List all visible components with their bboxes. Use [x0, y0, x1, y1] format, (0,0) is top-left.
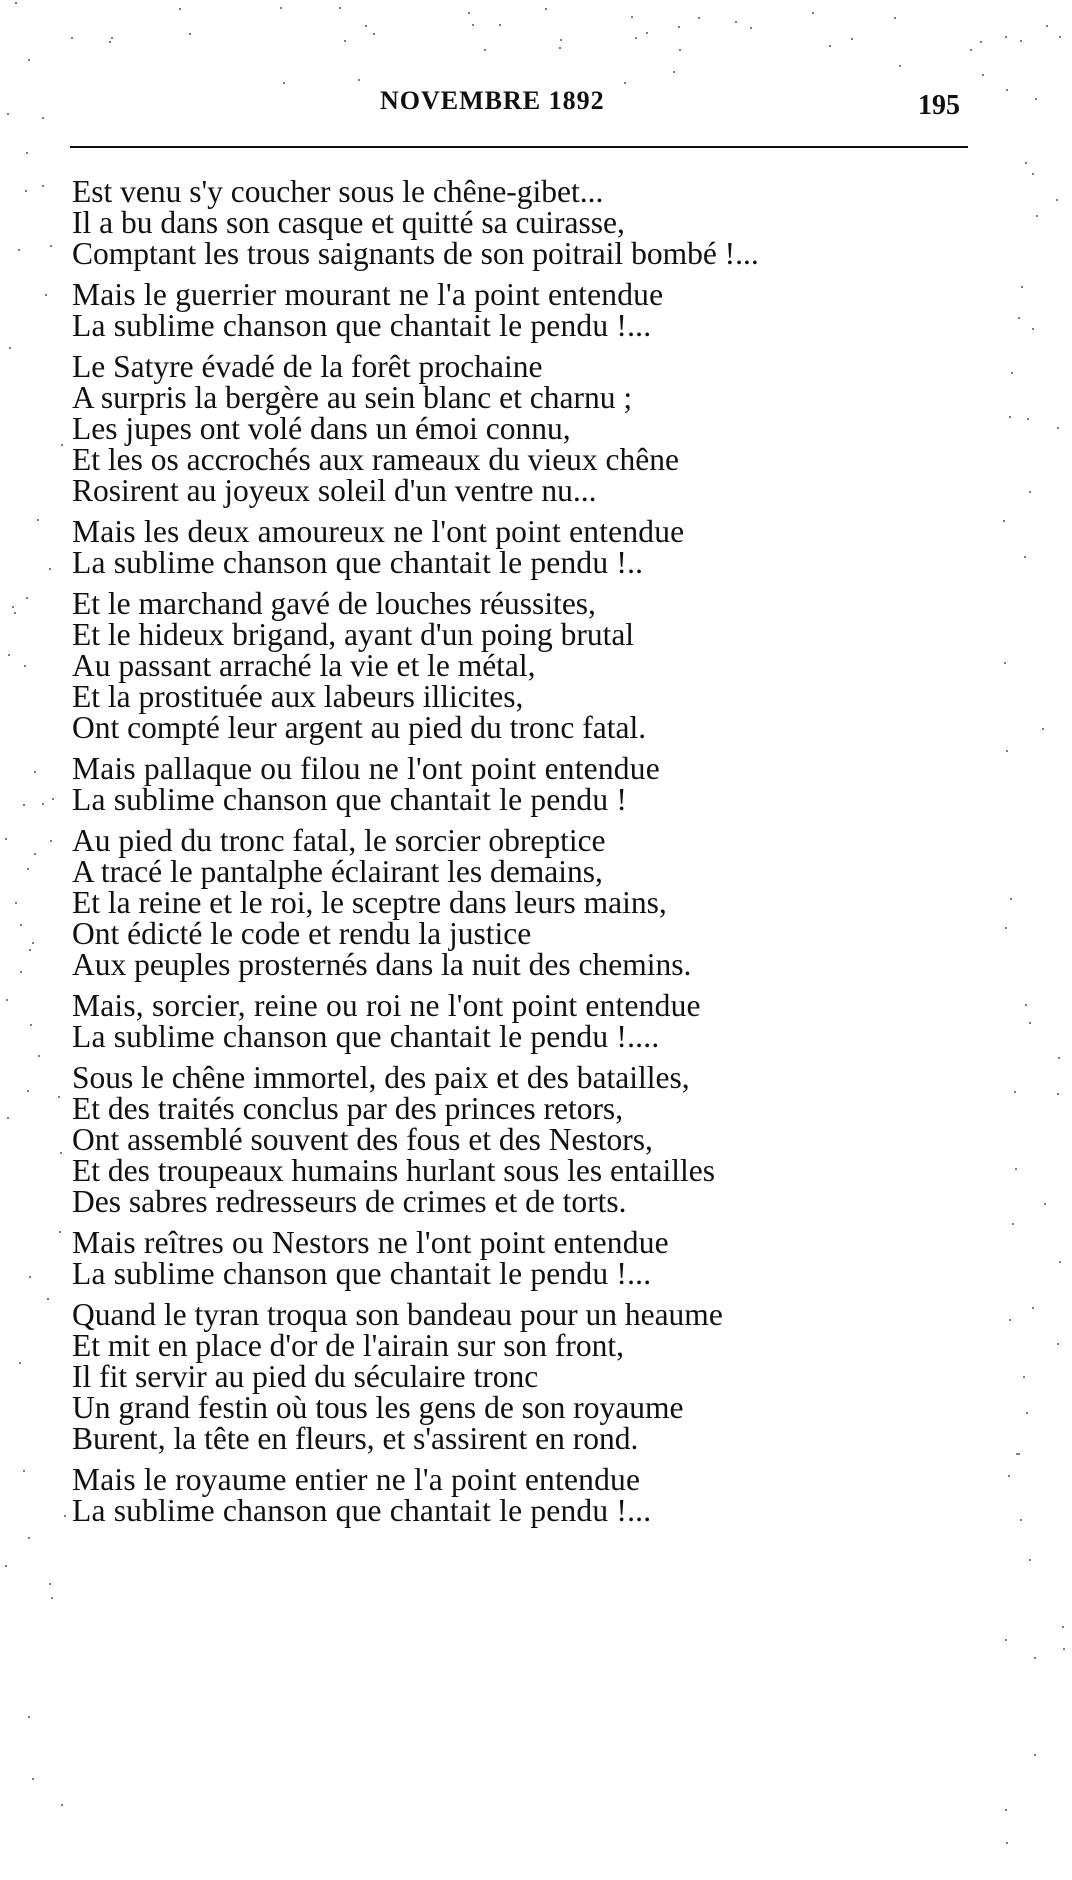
paper-speck	[1018, 317, 1020, 319]
paper-speck	[1020, 40, 1022, 42]
paper-speck	[34, 853, 36, 855]
poem-line: Au passant arraché la vie et le métal,	[72, 648, 536, 683]
poem-line: Aux peuples prosternés dans la nuit des chemins.	[72, 947, 692, 982]
paper-speck	[25, 190, 27, 192]
paper-speck	[15, 902, 17, 904]
paper-speck	[1016, 1453, 1018, 1455]
paper-speck	[109, 41, 111, 43]
paper-speck	[1005, 1809, 1007, 1811]
paper-speck	[545, 8, 547, 10]
verse-stanza	[72, 1299, 1002, 1454]
paper-speck	[20, 924, 22, 926]
paper-speck	[560, 39, 562, 41]
paper-speck	[23, 804, 25, 806]
refrain-stanza	[72, 753, 1002, 815]
paper-speck	[484, 49, 486, 51]
paper-speck	[1034, 1754, 1036, 1756]
paper-speck	[6, 999, 8, 1001]
paper-speck	[1044, 1203, 1046, 1205]
poem-line: Et la prostituée aux labeurs illicites,	[72, 679, 524, 714]
paper-speck	[50, 840, 52, 842]
paper-speck	[1036, 215, 1038, 217]
paper-speck	[970, 49, 972, 51]
paper-speck	[1027, 418, 1029, 420]
paper-speck	[1006, 89, 1008, 91]
poem-line: Un grand festin où tous les gens de son royaume	[72, 1390, 684, 1425]
paper-speck	[1015, 1168, 1017, 1170]
paper-speck	[1029, 1559, 1031, 1561]
refrain-stanza	[72, 990, 1002, 1052]
paper-speck	[15, 2, 17, 4]
poem-line: Des sabres redresseurs de crimes et de torts.	[72, 1184, 627, 1219]
paper-speck	[1058, 1057, 1060, 1059]
verse-stanza	[72, 176, 1002, 269]
poem-line: Rosirent au joyeux soleil d'un ventre nu...	[72, 473, 597, 508]
poem-line: Mais pallaque ou filou ne l'ont point entendue	[72, 751, 660, 786]
poem-line: Sous le chêne immortel, des paix et des batailles,	[72, 1060, 690, 1095]
poem-line: Et le hideux brigand, ayant d'un poing brutal	[72, 617, 635, 652]
poem-line: Mais le guerrier mourant ne l'a point entendue	[72, 277, 664, 312]
paper-speck	[1023, 1376, 1025, 1378]
paper-speck	[1018, 1453, 1020, 1455]
poem-line: Les jupes ont volé dans un émoi connu,	[72, 411, 571, 446]
verse-stanza	[72, 825, 1002, 980]
paper-speck	[5, 838, 7, 840]
paper-speck	[1032, 328, 1034, 330]
poem-line: Mais les deux amoureux ne l'ont point entendue	[72, 514, 685, 549]
paper-speck	[678, 26, 680, 28]
paper-speck	[28, 1537, 30, 1539]
paper-speck	[111, 37, 113, 39]
paper-speck	[47, 1298, 49, 1300]
paper-speck	[735, 21, 737, 23]
paper-speck	[45, 294, 47, 296]
paper-speck	[1020, 1519, 1022, 1521]
paper-speck	[894, 17, 896, 19]
paper-speck	[42, 803, 44, 805]
poem-line: La sublime chanson que chantait le pendu !...	[72, 1493, 652, 1528]
paper-speck	[29, 949, 31, 951]
paper-speck	[1042, 728, 1044, 730]
paper-speck	[1006, 1842, 1008, 1844]
paper-speck	[1029, 1022, 1031, 1024]
paper-speck	[29, 1276, 31, 1278]
poem-line: Et les os accrochés aux rameaux du vieux chêne	[72, 442, 679, 477]
paper-speck	[1003, 520, 1005, 522]
paper-speck	[499, 24, 501, 26]
refrain-stanza	[72, 1227, 1002, 1289]
paper-speck	[26, 597, 28, 599]
paper-speck	[179, 8, 181, 10]
paper-speck	[1062, 1626, 1064, 1628]
poem-line: Au pied du tronc fatal, le sorcier obreptice	[72, 823, 606, 858]
paper-speck	[12, 606, 14, 608]
paper-speck	[49, 568, 51, 570]
paper-speck	[7, 113, 9, 115]
paper-speck	[851, 38, 853, 40]
paper-speck	[1005, 36, 1007, 38]
paper-speck	[899, 65, 901, 67]
paper-speck	[27, 868, 29, 870]
paper-speck	[1034, 1657, 1036, 1659]
paper-speck	[32, 1778, 34, 1780]
paper-speck	[373, 33, 375, 35]
poem-line: Quand le tyran troqua son bandeau pour un heaume	[72, 1297, 723, 1332]
paper-speck	[1006, 750, 1008, 752]
paper-speck	[829, 45, 831, 47]
paper-speck	[1059, 36, 1061, 38]
poem-line: Mais le royaume entier ne l'a point entendue	[72, 1462, 641, 1497]
poem-line: Et des traités conclus par des princes retors,	[72, 1091, 624, 1126]
poem-line: Et la reine et le roi, le sceptre dans leurs mains,	[72, 885, 667, 920]
paper-speck	[1035, 98, 1037, 100]
paper-speck	[58, 1096, 60, 1098]
paper-speck	[1005, 927, 1007, 929]
poem-line: Comptant les trous saignants de son poitrail bombé !...	[72, 236, 759, 271]
paper-speck	[189, 33, 191, 35]
poem-line: Burent, la tête en fleurs, et s'assirent en rond.	[72, 1421, 639, 1456]
paper-speck	[26, 152, 28, 154]
paper-speck	[1063, 1648, 1065, 1650]
paper-speck	[49, 1583, 51, 1585]
paper-speck	[1009, 1319, 1011, 1321]
paper-speck	[20, 971, 22, 973]
paper-speck	[1008, 1475, 1010, 1477]
page-header	[0, 86, 1072, 126]
paper-speck	[1011, 372, 1013, 374]
poem-line: Ont assemblé souvent des fous et des Nestors,	[72, 1122, 653, 1157]
poem-line: Et mit en place d'or de l'airain sur son front,	[72, 1328, 624, 1363]
paper-speck	[635, 37, 637, 39]
verse-stanza	[72, 588, 1002, 743]
paper-speck	[679, 49, 681, 51]
paper-speck	[18, 249, 20, 251]
paper-speck	[32, 942, 34, 944]
paper-speck	[1014, 1091, 1016, 1093]
paper-speck	[339, 7, 341, 9]
paper-speck	[982, 74, 984, 76]
paper-speck	[1021, 286, 1023, 288]
paper-speck	[1010, 898, 1012, 900]
header-rule	[70, 146, 968, 148]
poem-line: A tracé le pantalphe éclairant les demains,	[72, 854, 603, 889]
paper-speck	[812, 12, 814, 14]
paper-speck	[980, 41, 982, 43]
paper-speck	[24, 665, 26, 667]
poem-line: Et des troupeaux humains hurlant sous les entailles	[72, 1153, 715, 1188]
paper-speck	[624, 82, 626, 84]
page-number: 195	[918, 90, 960, 121]
poem-line: La sublime chanson que chantait le pendu !..	[72, 545, 644, 580]
refrain-stanza	[72, 1464, 1002, 1526]
poem-line: La sublime chanson que chantait le pendu !...	[72, 1256, 652, 1291]
paper-speck	[1056, 199, 1058, 201]
paper-speck	[468, 12, 470, 14]
paper-speck	[673, 71, 675, 73]
paper-speck	[42, 185, 44, 187]
paper-speck	[698, 17, 700, 19]
paper-speck	[1024, 556, 1026, 558]
poem-line: Mais, sorcier, reine ou roi ne l'ont point entendue	[72, 988, 701, 1023]
poem-line: Il fit servir au pied du séculaire tronc	[72, 1359, 539, 1394]
poem-line: A surpris la bergère au sein blanc et charnu ;	[72, 380, 633, 415]
paper-speck	[8, 654, 10, 656]
verse-stanza	[72, 1062, 1002, 1217]
paper-speck	[59, 1231, 61, 1233]
paper-speck	[50, 245, 52, 247]
paper-speck	[1057, 1343, 1059, 1345]
paper-speck	[61, 444, 63, 446]
paper-speck	[60, 1152, 62, 1154]
paper-speck	[51, 1597, 53, 1599]
refrain-stanza	[72, 516, 1002, 578]
paper-speck	[559, 47, 561, 49]
paper-speck	[64, 1515, 66, 1517]
paper-speck	[1025, 162, 1027, 164]
paper-speck	[472, 24, 474, 26]
paper-speck	[631, 16, 633, 18]
paper-speck	[344, 40, 346, 42]
paper-speck	[28, 59, 30, 61]
paper-speck	[34, 771, 36, 773]
paper-speck	[5, 1565, 7, 1567]
paper-speck	[283, 82, 285, 84]
paper-speck	[23, 1470, 25, 1472]
paper-speck	[646, 32, 648, 34]
paper-speck	[1025, 1004, 1027, 1006]
paper-speck	[1005, 1639, 1007, 1641]
poem-line: Ont compté leur argent au pied du tronc fatal.	[72, 710, 647, 745]
paper-speck	[61, 1804, 63, 1806]
paper-speck	[1032, 173, 1034, 175]
poem-line: Mais reîtres ou Nestors ne l'ont point entendue	[72, 1225, 669, 1260]
paper-speck	[52, 798, 54, 800]
paper-speck	[1026, 1412, 1028, 1414]
paper-speck	[42, 117, 44, 119]
poem-line: Il a bu dans son casque et quitté sa cuirasse,	[72, 205, 625, 240]
paper-speck	[365, 25, 367, 27]
paper-speck	[38, 1055, 40, 1057]
paper-speck	[37, 519, 39, 521]
refrain-stanza	[72, 279, 1002, 341]
paper-speck	[7, 1117, 9, 1119]
poem-body	[72, 176, 1002, 1536]
paper-speck	[1057, 427, 1059, 429]
paper-speck	[1029, 491, 1031, 493]
paper-speck	[1032, 1307, 1034, 1309]
paper-speck	[30, 1024, 32, 1026]
paper-speck	[27, 1090, 29, 1092]
paper-speck	[280, 7, 282, 9]
paper-speck	[19, 1362, 21, 1364]
paper-speck	[28, 1716, 30, 1718]
poem-line: Et le marchand gavé de louches réussites,	[72, 586, 596, 621]
paper-speck	[1012, 1223, 1014, 1225]
paper-speck	[1046, 25, 1048, 27]
paper-speck	[750, 27, 752, 29]
poem-line: Ont édicté le code et rendu la justice	[72, 916, 532, 951]
paper-speck	[9, 347, 11, 349]
paper-speck	[1059, 1261, 1061, 1263]
running-title: NOVEMBRE 1892	[380, 86, 605, 115]
poem-line: La sublime chanson que chantait le pendu !....	[72, 1019, 660, 1054]
poem-line: Le Satyre évadé de la forêt prochaine	[72, 349, 543, 384]
paper-speck	[1004, 662, 1006, 664]
paper-speck	[1009, 416, 1011, 418]
paper-speck	[71, 37, 73, 39]
paper-speck	[358, 79, 360, 81]
paper-speck	[14, 612, 16, 614]
verse-stanza	[72, 351, 1002, 506]
poem-line: La sublime chanson que chantait le pendu !...	[72, 308, 652, 343]
paper-speck	[1057, 1093, 1059, 1095]
poem-line: La sublime chanson que chantait le pendu !	[72, 782, 628, 817]
poem-line: Est venu s'y coucher sous le chêne-gibet...	[72, 174, 604, 209]
